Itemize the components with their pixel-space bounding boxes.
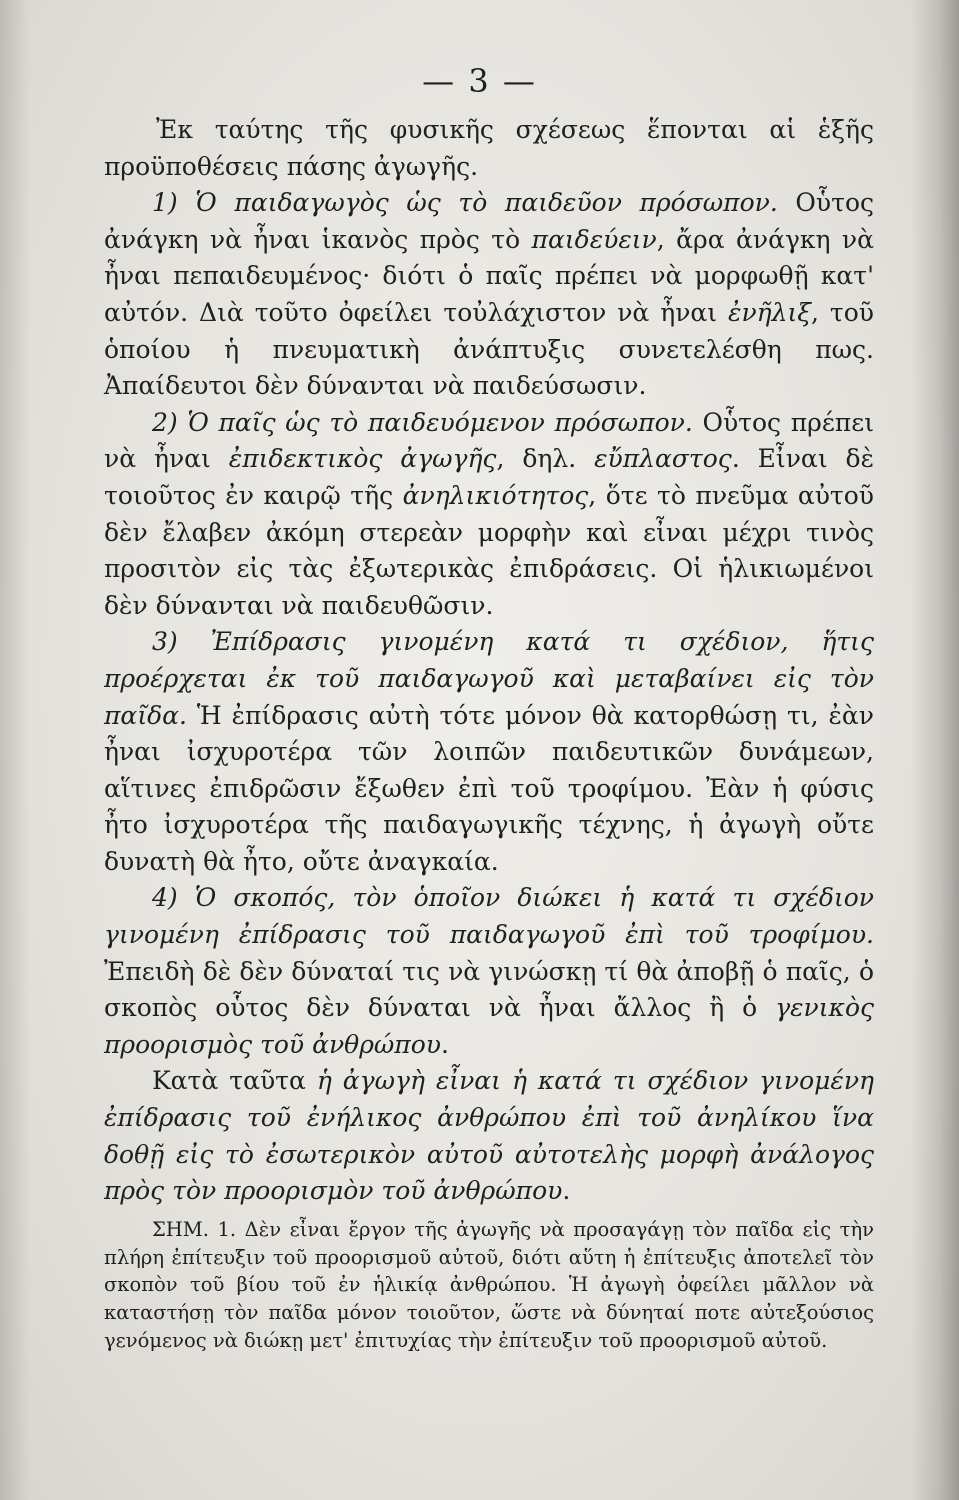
paragraph-2-text-b: , δηλ. bbox=[496, 444, 595, 474]
paragraph-2-emphasis-1: ἐπιδεκτικὸς ἀγωγῆς bbox=[228, 444, 497, 474]
footnote-text: Δὲν εἶναι ἔργον τῆς ἀγωγῆς νὰ προσαγάγῃ τὸν παῖδα εἰς τὴν πλήρη ἐπίτευξιν τοῦ προορισμοῦ αὐτοῦ, διότι αὕτη ἡ ἐπίτευξις ἀποτελεῖ τὸν σκοπὸν τοῦ βίου τοῦ ἐν ἡλικίᾳ ἀνθρώπου. Ἡ ἀγωγὴ ὀφείλει μᾶλλον νὰ καταστήσῃ τὸν παῖδα μόνον τοιοῦτον, ὥστε νὰ δύνηταί ποτε αὐτεξούσιος γενόμενος νὰ διώκῃ μετ' ἐπιτυχίας τὴν ἐπίτευξιν τοῦ προορισμοῦ αὐτοῦ. bbox=[104, 1217, 874, 1352]
paragraph-4-text-a: Ἐπειδὴ δὲ δὲν δύναταί τις νὰ γινώσκῃ τί θὰ ἀποβῇ ὁ παῖς, ὁ σκοπὸς οὗτος δὲν δύναται νὰ ἦναι ἄλλος ἢ ὁ bbox=[104, 956, 874, 1023]
paragraph-5-definition: ἡ ἀγωγὴ εἶναι ἡ κατά τι σχέδιον γινομένη ἐπίδρασις τοῦ ἐνήλικος ἀνθρώπου ἐπὶ τοῦ ἀνηλίκου ἵνα δοθῇ εἰς τὸ ἐσωτερικὸν αὐτοῦ αὐτοτελὴς μορφὴ ἀνάλογος πρὸς τὸν προορισμὸν τοῦ ἀνθρώπου bbox=[104, 1066, 875, 1206]
paragraph-3 bbox=[104, 624, 874, 880]
paragraph-5-text-a: Κατὰ ταῦτα bbox=[152, 1066, 317, 1096]
paragraph-2-emphasis-2: εὔπλαστος bbox=[594, 444, 732, 474]
paragraph-4-heading: 4) Ὁ σκοπός, τὸν ὁποῖον διώκει ἡ κατά τι σχέδιον γινομένη ἐπίδρασις τοῦ παιδαγωγοῦ ἐπὶ τοῦ τροφίμου. bbox=[104, 883, 874, 950]
paragraph-2-heading: 2) Ὁ παῖς ὡς τὸ παιδευόμενον πρόσωπον. bbox=[152, 407, 693, 437]
body-text bbox=[104, 112, 874, 1355]
footnote-label: ΣΗΜ. 1. bbox=[152, 1217, 237, 1241]
intro-text: Ἐκ ταύτης τῆς φυσικῆς σχέσεως ἕπονται αἱ ἑξῆς προϋποθέσεις πάσης ἀγωγῆς. bbox=[104, 115, 874, 181]
paragraph-2-text-c: . Εἶναι δὲ τοιοῦτος ἐν καιρῷ τῆς bbox=[104, 444, 875, 510]
paragraph-1-heading: 1) Ὁ παιδαγωγὸς ὡς τὸ παιδεῦον πρόσωπον. bbox=[152, 188, 778, 218]
paragraph-2 bbox=[104, 405, 874, 625]
paragraph-3-text-a: Ἡ ἐπίδρασις αὐτὴ τότε μόνον θὰ κατορθώσῃ τι, ἐὰν ἦναι ἰσχυροτέρα τῶν λοιπῶν παιδευτικῶν δυνάμεων, αἵτινες ἐπιδρῶσιν ἔξωθεν ἐπὶ τοῦ τροφίμου. Ἐὰν ἡ φύσις ἦτο ἰσχυροτέρα τῆς παιδαγωγικῆς τέχνης, ἡ ἀγωγὴ οὔτε δυνατὴ θὰ ἦτο, οὔτε ἀναγκαία. bbox=[104, 700, 874, 876]
paragraph-1-text-a: Οὗτος ἀνάγκη νὰ ἦναι ἱκανὸς πρὸς τὸ bbox=[104, 188, 874, 254]
page-number: — 3 — bbox=[422, 62, 537, 100]
paragraph-intro bbox=[104, 112, 874, 185]
paragraph-1 bbox=[104, 185, 874, 405]
paragraph-1-emphasis-1: παιδεύειν bbox=[531, 224, 657, 254]
paragraph-5-text-b: . bbox=[562, 1176, 571, 1206]
paragraph-2-emphasis-3: ἀνηλικιότητος bbox=[402, 480, 589, 510]
paragraph-4-emphasis-1: γενικὸς προορισμὸς τοῦ ἀνθρώπου bbox=[104, 993, 874, 1059]
paragraph-2-text-d: , ὅτε τὸ πνεῦμα αὐτοῦ δὲν ἔλαβεν ἀκόμη στερεὰν μορφὴν καὶ εἶναι μέχρι τινὸς προσιτὸν εἰς τὰς ἐξωτερικὰς ἐπιδράσεις. Οἱ ἡλικιωμένοι δὲν δύνανται νὰ παιδευθῶσιν. bbox=[104, 480, 874, 620]
paragraph-5 bbox=[104, 1063, 874, 1209]
page-fold-shadow bbox=[911, 0, 959, 1500]
paragraph-4-text-b: . bbox=[440, 1029, 449, 1059]
paragraph-1-emphasis-2: ἐνῆλιξ bbox=[728, 297, 812, 327]
paragraph-1-text-c: , τοῦ ὁποίου ἡ πνευματικὴ ἀνάπτυξις συνετελέσθη πως. Ἀπαίδευτοι δὲν δύνανται νὰ παιδεύσωσιν. bbox=[104, 297, 874, 401]
paragraph-3-heading: 3) Ἐπίδρασις γινομένη κατά τι σχέδιον, ἥτις προέρχεται ἐκ τοῦ παιδαγωγοῦ καὶ μεταβαίνει εἰς τὸν παῖδα. bbox=[104, 627, 874, 730]
footnote bbox=[104, 1216, 874, 1355]
paragraph-2-text-a: Οὗτος πρέπει νὰ ἦναι bbox=[104, 407, 874, 474]
page-edge-shadow bbox=[0, 0, 30, 1500]
paragraph-1-text-b: , ἄρα ἀνάγκη νὰ ἦναι πεπαιδευμένος· διότι ὁ παῖς πρέπει νὰ μορφωθῇ κατ' αὐτόν. Διὰ τοῦτο ὀφείλει τοὐλάχιστον νὰ ἦναι bbox=[104, 224, 874, 327]
paragraph-4 bbox=[104, 880, 874, 1063]
